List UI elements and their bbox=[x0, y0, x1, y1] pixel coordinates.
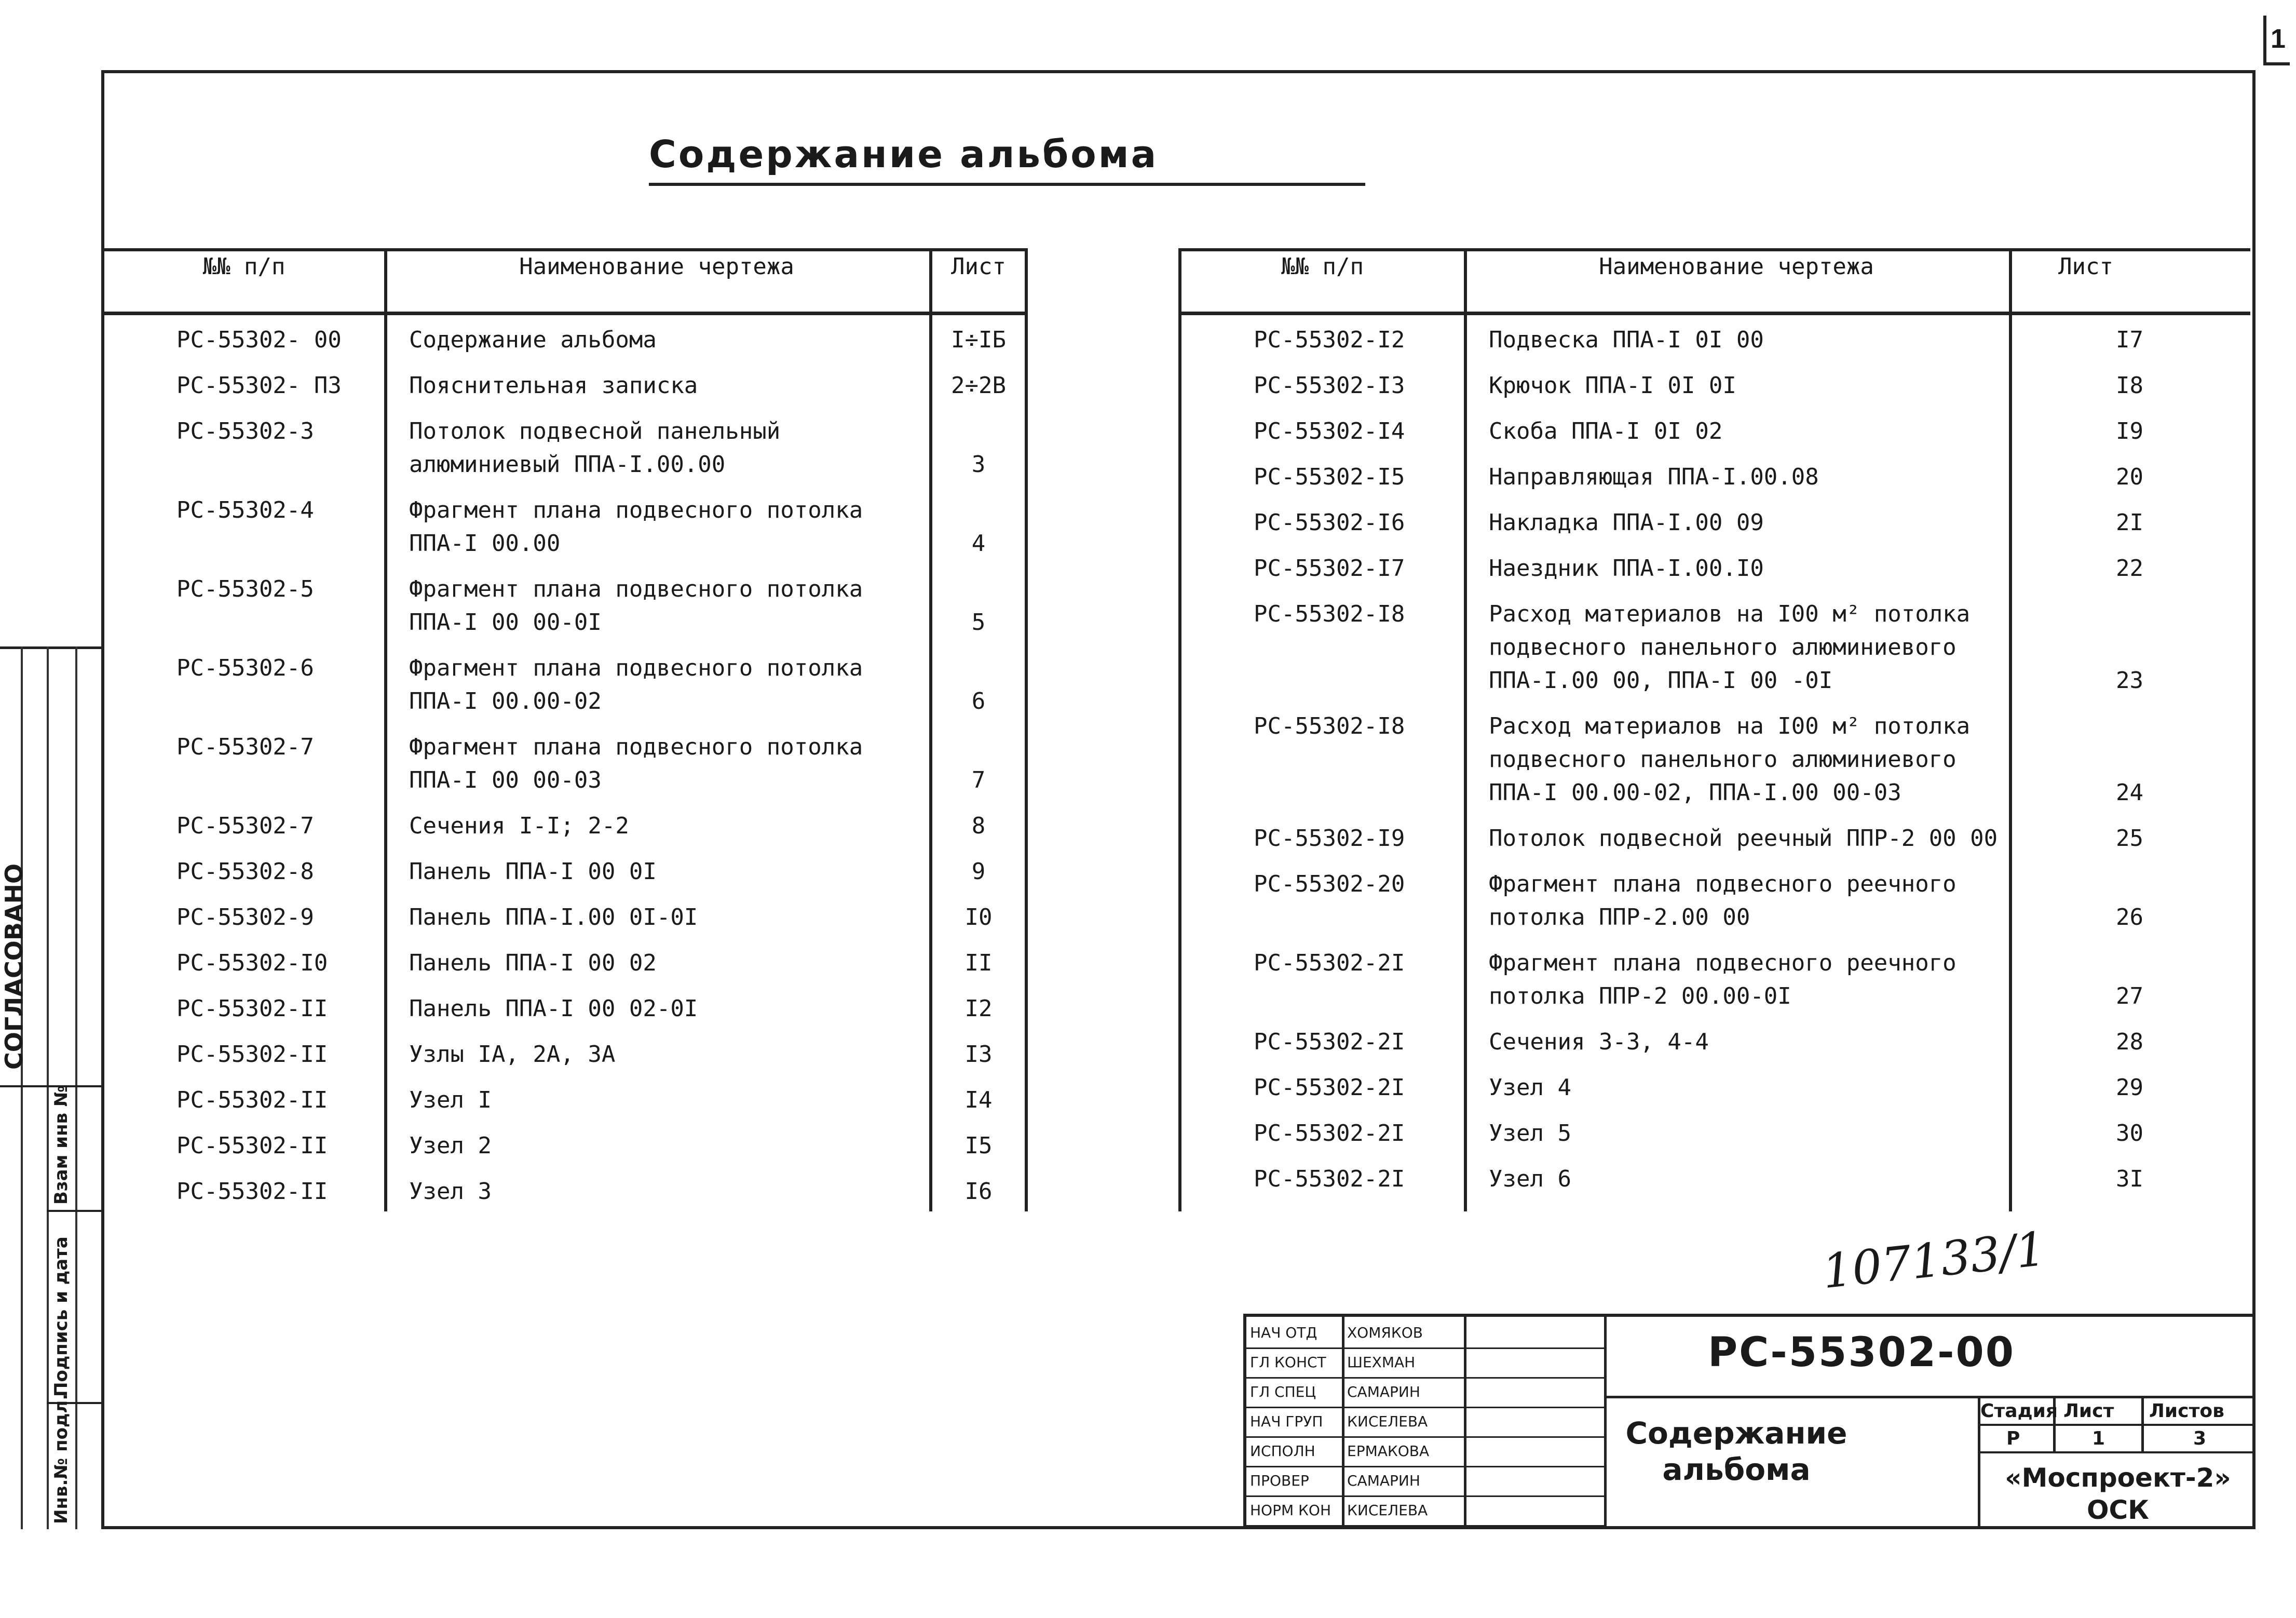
row-sheet: 27 bbox=[2116, 983, 2143, 1009]
row-sheet: 3I bbox=[2116, 1166, 2143, 1192]
document-title-line1: Содержание bbox=[1625, 1415, 1847, 1451]
row-code: РС-55302-I2 bbox=[1254, 327, 1405, 353]
signer-role: ПРОВЕР bbox=[1250, 1472, 1309, 1489]
row-name: Фрагмент плана подвесного реечного потолка ППР-2 00.00-0I bbox=[1489, 950, 1957, 1009]
table-row bbox=[1181, 1017, 2250, 1063]
table-row bbox=[1181, 859, 2250, 938]
table-row bbox=[104, 314, 1028, 361]
stamp-col-line bbox=[1464, 1314, 1466, 1529]
row-sheet: 30 bbox=[2116, 1120, 2143, 1147]
table-row bbox=[104, 984, 1028, 1030]
row-code: РС-55302- 00 bbox=[176, 327, 342, 353]
sheet-label: Лист bbox=[2063, 1400, 2114, 1422]
row-name: Расход материалов на I00 м² потолка подвесного панельного алюминиевого ППА-I.00 00, ППА-I 00 -0I bbox=[1489, 601, 1971, 694]
table-row bbox=[1181, 589, 2250, 702]
row-sheet: 9 bbox=[971, 858, 986, 885]
signer-row bbox=[1246, 1466, 1604, 1497]
table-row bbox=[104, 893, 1028, 938]
header-num: №№ п/п bbox=[104, 248, 384, 314]
table-row bbox=[1181, 938, 2250, 1017]
table-row bbox=[104, 847, 1028, 893]
row-name: Панель ППА-I 00 02-0I bbox=[409, 995, 698, 1022]
row-sheet: 6 bbox=[971, 688, 986, 714]
row-code: РС-55302-II bbox=[176, 1041, 328, 1068]
row-name: Фрагмент плана подвесного потолка ППА-I 00 00-03 bbox=[409, 734, 863, 793]
row-name: Сечения I-I; 2-2 bbox=[409, 813, 629, 839]
row-code: РС-55302-9 bbox=[176, 904, 314, 931]
row-sheet: 2÷2В bbox=[951, 372, 1006, 399]
stamp-col-line bbox=[1604, 1314, 1607, 1529]
row-sheet: I7 bbox=[2116, 327, 2143, 353]
row-code: РС-55302-2I bbox=[1254, 1074, 1405, 1101]
signer-name: ШЕХМАН bbox=[1347, 1354, 1416, 1371]
handwritten-number: 107133/1 bbox=[1819, 1221, 2048, 1300]
row-sheet: I6 bbox=[964, 1178, 993, 1205]
table-row bbox=[104, 1121, 1028, 1167]
row-code: РС-55302-7 bbox=[176, 734, 314, 760]
row-name: Панель ППА-I.00 0I-0I bbox=[409, 904, 698, 931]
stamp-col-line bbox=[1342, 1314, 1344, 1529]
table-row bbox=[104, 361, 1028, 407]
row-sheet: 5 bbox=[971, 609, 986, 636]
signer-row bbox=[1246, 1495, 1604, 1527]
row-name: Узел 3 bbox=[409, 1178, 492, 1205]
row-name: Потолок подвесной реечный ППР-2 00 00 bbox=[1489, 825, 1998, 852]
table-row bbox=[104, 564, 1028, 643]
signer-name: САМАРИН bbox=[1347, 1472, 1420, 1489]
table-row bbox=[1181, 314, 2250, 361]
organization bbox=[1983, 1462, 2253, 1526]
signer-row bbox=[1246, 1318, 1604, 1349]
row-code: РС-55302-II bbox=[176, 1132, 328, 1159]
signer-role: НАЧ ГРУП bbox=[1250, 1413, 1323, 1430]
row-name: Наездник ППА-I.00.I0 bbox=[1489, 555, 1764, 582]
side-col-line bbox=[21, 646, 23, 1529]
row-code: РС-55302-2I bbox=[1254, 1166, 1405, 1192]
row-sheet: 22 bbox=[2116, 555, 2143, 582]
row-name: Узел 2 bbox=[409, 1132, 492, 1159]
row-sheet: I0 bbox=[964, 904, 993, 931]
signer-role: ГЛ КОНСТ bbox=[1250, 1354, 1326, 1371]
row-code: РС-55302-20 bbox=[1254, 871, 1405, 897]
row-sheet: 29 bbox=[2116, 1074, 2143, 1101]
corner-sheet-number: 1 bbox=[2263, 16, 2290, 65]
row-name: Сечения 3-3, 4-4 bbox=[1489, 1029, 1709, 1055]
table-row bbox=[104, 801, 1028, 847]
row-name: Фрагмент плана подвесного потолка ППА-I 00.00 bbox=[409, 497, 863, 557]
sheet-value: 1 bbox=[2092, 1428, 2105, 1449]
stamp-row-line bbox=[1604, 1396, 2256, 1398]
row-code: РС-55302-I3 bbox=[1254, 372, 1405, 399]
document-code: РС-55302-00 bbox=[1708, 1329, 2016, 1376]
row-code: РС-55302-8 bbox=[176, 858, 314, 885]
sheets-label: Листов bbox=[2149, 1400, 2224, 1422]
table-row bbox=[1181, 1154, 2250, 1200]
row-sheet: 28 bbox=[2116, 1029, 2143, 1055]
row-sheet: I2 bbox=[964, 995, 993, 1022]
side-label-sign-date: Подпись и дата bbox=[51, 1236, 72, 1397]
signer-row bbox=[1246, 1347, 1604, 1379]
row-code: РС-55302-4 bbox=[176, 497, 314, 523]
row-name: Пояснительная записка bbox=[409, 372, 698, 399]
row-name: Накладка ППА-I.00 09 bbox=[1489, 509, 1764, 536]
table-row bbox=[1181, 407, 2250, 452]
table-row bbox=[1181, 1109, 2250, 1154]
row-sheet: I5 bbox=[964, 1132, 993, 1159]
signer-row bbox=[1246, 1436, 1604, 1467]
row-name: Фрагмент плана подвесного реечного потолка ППР-2.00 00 bbox=[1489, 871, 1957, 931]
side-label-replace-inv: Взам инв № bbox=[51, 1085, 72, 1205]
row-name: Узел 5 bbox=[1489, 1120, 1571, 1147]
row-name: Панель ППА-I 00 02 bbox=[409, 950, 657, 976]
table-row bbox=[1181, 544, 2250, 589]
stamp-row-line bbox=[1978, 1424, 2256, 1426]
table-row bbox=[104, 643, 1028, 722]
row-sheet: 26 bbox=[2116, 904, 2143, 931]
signer-role: ГЛ СПЕЦ bbox=[1250, 1383, 1316, 1400]
signer-name: ХОМЯКОВ bbox=[1347, 1324, 1423, 1341]
signer-role: НОРМ КОН bbox=[1250, 1502, 1332, 1519]
row-sheet: II bbox=[964, 950, 993, 976]
table-row bbox=[104, 1030, 1028, 1075]
header-sheet: Лист bbox=[2009, 248, 2250, 314]
row-code: РС-55302-II bbox=[176, 1087, 328, 1113]
row-code: РС-55302-2I bbox=[1254, 1029, 1405, 1055]
table-row bbox=[1181, 702, 2250, 814]
row-name: Расход материалов на I00 м² потолка подвесного панельного алюминиевого ППА-I 00.00-02, ППА-I.00 00-03 bbox=[1489, 713, 1971, 806]
row-sheet: 4 bbox=[971, 530, 986, 557]
row-code: РС-55302-5 bbox=[176, 576, 314, 602]
row-name: Узел 6 bbox=[1489, 1166, 1571, 1192]
row-sheet: 7 bbox=[971, 767, 986, 793]
row-code: РС-55302-3 bbox=[176, 418, 314, 444]
row-code: РС-55302-7 bbox=[176, 813, 314, 839]
row-name: Потолок подвесной панельный алюминиевый ППА-I.00.00 bbox=[409, 418, 781, 478]
signer-role: ИСПОЛН bbox=[1250, 1442, 1315, 1460]
side-col-line bbox=[47, 646, 49, 1529]
row-code: РС-55302-I6 bbox=[1254, 509, 1405, 536]
side-label-inv-orig: Инв.№ подл. bbox=[51, 1393, 72, 1524]
side-col-line bbox=[75, 646, 77, 1529]
document-title bbox=[1622, 1415, 1851, 1488]
table-row bbox=[104, 1075, 1028, 1121]
row-sheet: I÷IБ bbox=[951, 327, 1006, 353]
row-code: РС-55302-I9 bbox=[1254, 825, 1405, 852]
signer-name: КИСЕЛЕВА bbox=[1347, 1413, 1428, 1430]
row-sheet: 23 bbox=[2116, 667, 2143, 694]
stamp-col-line bbox=[2141, 1396, 2144, 1453]
header-sheet: Лист bbox=[929, 248, 1028, 314]
stage-value: Р bbox=[2006, 1428, 2020, 1449]
row-sheet: I9 bbox=[2116, 418, 2143, 444]
table-row bbox=[1181, 1063, 2250, 1109]
row-code: РС-55302-II bbox=[176, 1178, 328, 1205]
row-code: РС-55302-II bbox=[176, 995, 328, 1022]
row-sheet: 24 bbox=[2116, 779, 2143, 806]
row-sheet: 3 bbox=[971, 451, 986, 478]
title-underline bbox=[649, 183, 1365, 186]
header-name: Наименование чертежа bbox=[1464, 248, 2009, 314]
stamp-row-line bbox=[1978, 1451, 2256, 1453]
row-sheet: I4 bbox=[964, 1087, 993, 1113]
table-row bbox=[104, 722, 1028, 801]
document-title-line2: альбома bbox=[1662, 1452, 1811, 1487]
row-name: Фрагмент плана подвесного потолка ППА-I 00 00-0I bbox=[409, 576, 863, 636]
row-code: РС-55302-2I bbox=[1254, 950, 1405, 976]
sheets-value: 3 bbox=[2193, 1428, 2207, 1449]
signer-row bbox=[1246, 1407, 1604, 1438]
row-name: Панель ППА-I 00 0I bbox=[409, 858, 657, 885]
row-name: Подвеска ППА-I 0I 00 bbox=[1489, 327, 1764, 353]
header-name: Наименование чертежа bbox=[384, 248, 929, 314]
row-code: РС-55302-I7 bbox=[1254, 555, 1405, 582]
table-row bbox=[1181, 814, 2250, 859]
table-row bbox=[104, 1167, 1028, 1212]
row-code: РС-55302-I5 bbox=[1254, 464, 1405, 490]
row-code: РС-55302-2I bbox=[1254, 1120, 1405, 1147]
side-divider bbox=[47, 1210, 104, 1212]
side-label-agreed: СОГЛАСОВАНО bbox=[0, 863, 28, 1070]
row-code: РС-55302-I8 bbox=[1254, 713, 1405, 739]
table-row bbox=[1181, 498, 2250, 544]
signer-name: КИСЕЛЕВА bbox=[1347, 1502, 1428, 1519]
row-sheet: 25 bbox=[2116, 825, 2143, 852]
row-code: РС-55302- ПЗ bbox=[176, 372, 342, 399]
signer-name: САМАРИН bbox=[1347, 1383, 1420, 1400]
left-contents-table bbox=[104, 248, 1028, 1212]
row-sheet: I3 bbox=[964, 1041, 993, 1068]
row-name: Содержание альбома bbox=[409, 327, 657, 353]
row-name: Скоба ППА-I 0I 02 bbox=[1489, 418, 1723, 444]
right-contents-table bbox=[1181, 248, 2250, 1200]
row-code: РС-55302-6 bbox=[176, 655, 314, 681]
row-name: Узел I bbox=[409, 1087, 492, 1113]
stage-label: Стадия bbox=[1980, 1400, 2058, 1422]
signer-name: ЕРМАКОВА bbox=[1347, 1442, 1430, 1460]
row-name: Направляющая ППА-I.00.08 bbox=[1489, 464, 1819, 490]
row-name: Узлы IА, 2А, 3А bbox=[409, 1041, 616, 1068]
row-code: РС-55302-I8 bbox=[1254, 601, 1405, 627]
row-code: РС-55302-I4 bbox=[1254, 418, 1405, 444]
organization-name: «Моспроект-2» bbox=[2005, 1463, 2231, 1493]
table-row bbox=[104, 486, 1028, 564]
table-row bbox=[1181, 361, 2250, 407]
table-row bbox=[1181, 452, 2250, 498]
row-sheet: 20 bbox=[2116, 464, 2143, 490]
page-title: Содержание альбома bbox=[649, 132, 1159, 176]
row-name: Крючок ППА-I 0I 0I bbox=[1489, 372, 1736, 399]
organization-dept: ОСК bbox=[2086, 1495, 2150, 1525]
table-row bbox=[104, 938, 1028, 984]
row-code: РС-55302-I0 bbox=[176, 950, 328, 976]
signer-role: НАЧ ОТД bbox=[1250, 1324, 1317, 1341]
row-sheet: 2I bbox=[2116, 509, 2143, 536]
row-name: Фрагмент плана подвесного потолка ППА-I 00.00-02 bbox=[409, 655, 863, 714]
header-num: №№ п/п bbox=[1181, 248, 1464, 314]
signer-row bbox=[1246, 1377, 1604, 1408]
row-sheet: I8 bbox=[2116, 372, 2143, 399]
table-row bbox=[104, 407, 1028, 486]
row-sheet: 8 bbox=[971, 813, 986, 839]
row-name: Узел 4 bbox=[1489, 1074, 1571, 1101]
